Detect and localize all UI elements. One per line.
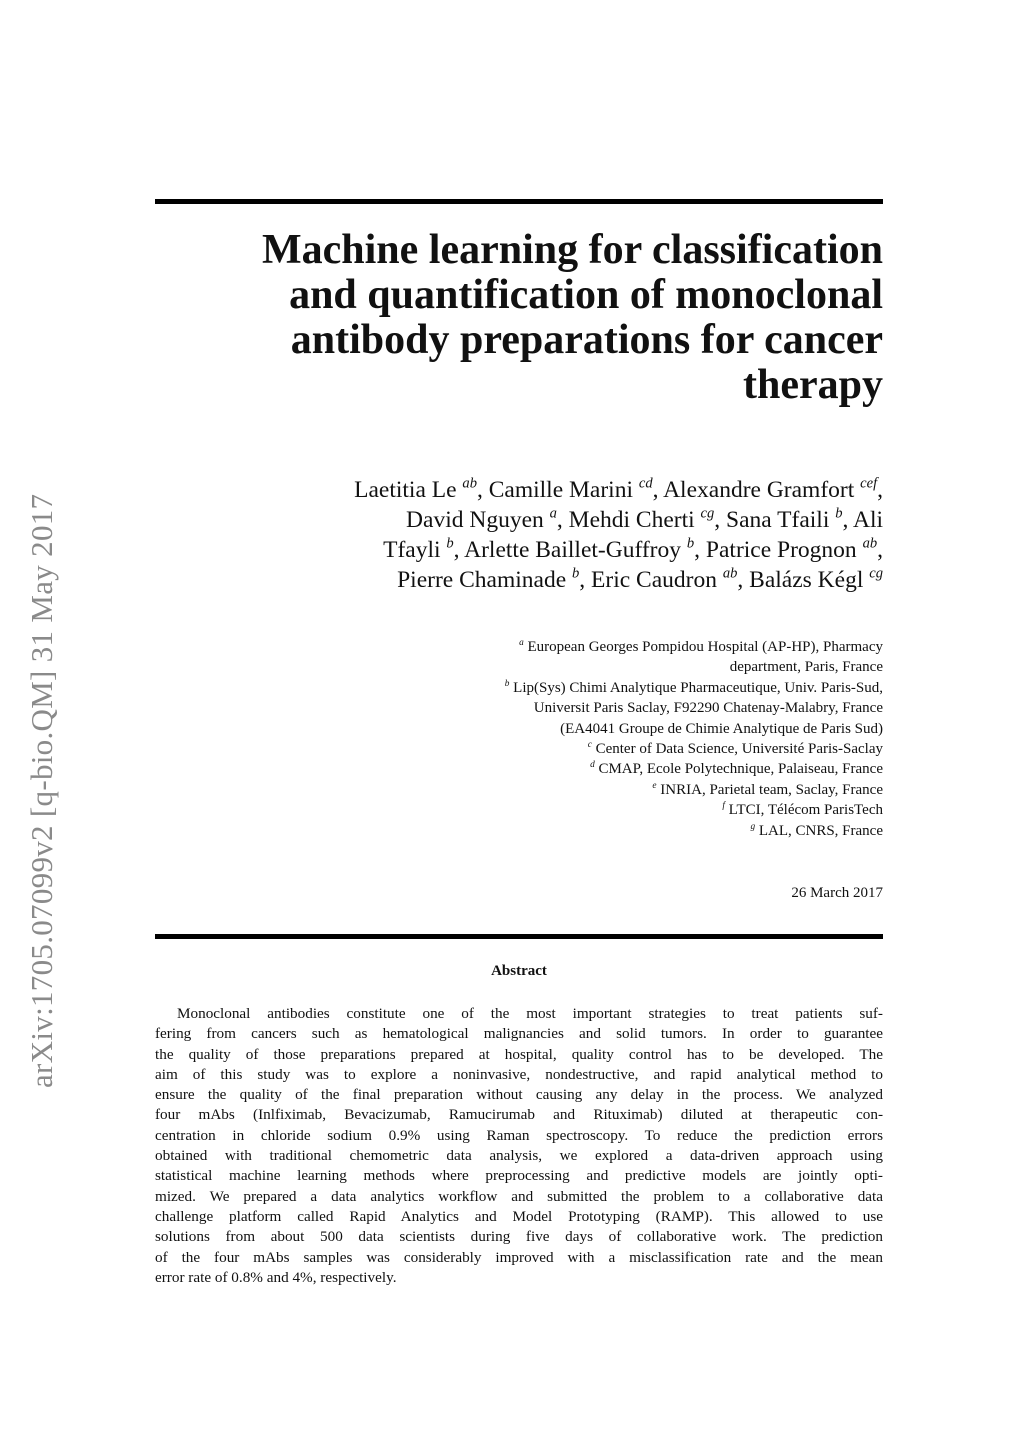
bottom-rule [155, 934, 883, 939]
abstract-line: statistical machine learning methods where preprocessing and predictive models are jointly opti- [155, 1167, 883, 1185]
author-line [260, 475, 883, 505]
affiliation-text: Center of Data Science, Université Paris-Saclay [591, 741, 883, 758]
affiliation-line [355, 759, 883, 779]
abstract-line: error rate of 0.8% and 4%, respectively. [155, 1268, 397, 1286]
affiliation-mark: g [750, 821, 756, 832]
affiliation-line [355, 719, 883, 739]
affiliation-mark: cef [860, 475, 878, 492]
title-line: and quantification of monoclonal [289, 272, 883, 318]
author-name: Alexandre Gramfort [663, 477, 861, 503]
author-name: Tfayli [383, 537, 447, 563]
affiliation-mark: e [652, 780, 657, 791]
arxiv-identifier: arXiv:1705.07099v2 [q-bio.QM] 31 May 2017 [24, 493, 59, 1088]
author-name: Laetitia Le [354, 477, 463, 503]
author-name: David Nguyen [406, 507, 550, 533]
affiliation-list [355, 637, 883, 841]
affiliation-line [355, 821, 883, 841]
abstract-line: solutions from about 500 data scientists during five days of collaborative work. The prediction [155, 1228, 883, 1246]
paper-date: 26 March 2017 [791, 885, 883, 901]
affiliation-mark: b [835, 505, 843, 522]
abstract-line: challenge platform called Rapid Analytics and Model Prototyping (RAMP). This allowed to use [155, 1207, 883, 1225]
abstract-line: Monoclonal antibodies constitute one of the most important strategies to treat patients suf- [177, 1005, 883, 1022]
author-name: Arlette Baillet-Guffroy [464, 537, 687, 563]
abstract-line: four mAbs (Inlfiximab, Bevacizumab, Ramucirumab and Rituximab) diluted at therapeutic con- [155, 1106, 883, 1124]
author-separator: , [737, 567, 750, 593]
author-separator: , [877, 477, 883, 503]
author-line [260, 505, 883, 535]
affiliation-mark: f [722, 801, 725, 812]
affiliation-mark: b [572, 565, 580, 582]
title-line: Machine learning for classification [262, 227, 883, 273]
affiliation-mark: cg [869, 565, 883, 582]
abstract-line: aim of this study was to explore a noninvasive, nondestructive, and rapid analytical method to [155, 1065, 883, 1083]
author-separator: , [877, 537, 883, 563]
affiliation-line [355, 678, 883, 698]
affiliation-mark: d [590, 760, 595, 771]
abstract-line: fering from cancers such as hematological malignancies and solid tumors. In order to guarantee [155, 1025, 883, 1043]
affiliation-line [355, 657, 883, 677]
affiliation-mark: b [504, 678, 510, 689]
affiliation-text: INRIA, Parietal team, Saclay, France [656, 781, 883, 798]
author-name: Pierre Chaminade [397, 567, 572, 593]
affiliation-text: LAL, CNRS, France [755, 822, 883, 839]
abstract-line: ensure the quality of the final preparation without causing any delay in the process. We analyzed [155, 1086, 883, 1104]
author-name: Eric Caudron [591, 567, 723, 593]
author-separator: , [652, 477, 664, 503]
abstract-line: mized. We prepared a data analytics workflow and submitted the problem to a collaborative data [155, 1187, 883, 1205]
affiliation-mark: a [519, 637, 524, 648]
affiliation-line [355, 780, 883, 800]
affiliation-mark: b [686, 535, 695, 552]
affiliation-mark: a [549, 505, 557, 522]
author-separator: , [714, 507, 727, 533]
affiliation-line [355, 739, 883, 759]
author-name: Mehdi Cherti [568, 507, 701, 533]
author-separator: , [579, 567, 592, 593]
author-name: Sana Tfaili [726, 507, 836, 533]
affiliation-mark: ab [722, 565, 738, 582]
author-name: Patrice Prognon [705, 537, 863, 563]
affiliation-text: CMAP, Ecole Polytechnique, Palaiseau, France [594, 761, 883, 778]
abstract-line: obtained with traditional chemometric data analysis, we explored a data-driven approach using [155, 1147, 883, 1165]
abstract-line: the quality of those preparations prepared at hospital, quality control has to be developed. The [155, 1045, 883, 1063]
author-name: Camille Marini [488, 477, 639, 503]
author-separator: , [476, 477, 489, 503]
affiliation-line [355, 637, 883, 657]
affiliation-mark: ab [862, 535, 878, 552]
affiliation-mark: cd [638, 475, 653, 492]
affiliation-mark: c [587, 740, 592, 750]
title-line: antibody preparations for cancer [290, 317, 883, 363]
affiliation-line [355, 698, 883, 718]
abstract-heading: Abstract [491, 963, 547, 979]
affiliation-line [355, 800, 883, 820]
affiliation-mark: cg [700, 505, 715, 522]
author-line [260, 535, 883, 565]
top-rule [155, 199, 883, 204]
affiliation-text: LTCI, Télécom ParisTech [724, 802, 883, 819]
affiliation-text: Lip(Sys) Chimi Analytique Pharmaceutique, Univ. Paris-Sud, [509, 679, 883, 696]
author-list [260, 475, 883, 595]
abstract-line: of the four mAbs samples was considerably improved with a misclassification rate and the mean [155, 1248, 883, 1266]
author-separator: , [556, 507, 569, 533]
author-name: Balázs Kégl [749, 567, 870, 593]
title-line: therapy [743, 362, 883, 408]
affiliation-text: European Georges Pompidou Hospital (AP-HP), Pharmacy [523, 639, 883, 655]
abstract-body [155, 1004, 883, 1288]
author-separator: , [694, 537, 706, 563]
affiliation-text: department, Paris, France [729, 659, 883, 676]
paper-title [195, 228, 883, 408]
affiliation-text: (EA4041 Groupe de Chimie Analytique de Paris Sud) [560, 720, 883, 737]
affiliation-mark: ab [462, 475, 477, 492]
abstract-line: centration in chloride sodium 0.9% using Raman spectroscopy. To reduce the prediction errors [155, 1126, 883, 1144]
author-line [260, 565, 883, 595]
affiliation-text: Universit Paris Saclay, F92290 Chatenay-Malabry, France [533, 700, 883, 717]
author-separator: , Ali [842, 507, 883, 533]
author-separator: , [453, 537, 465, 563]
affiliation-mark: b [446, 535, 454, 552]
